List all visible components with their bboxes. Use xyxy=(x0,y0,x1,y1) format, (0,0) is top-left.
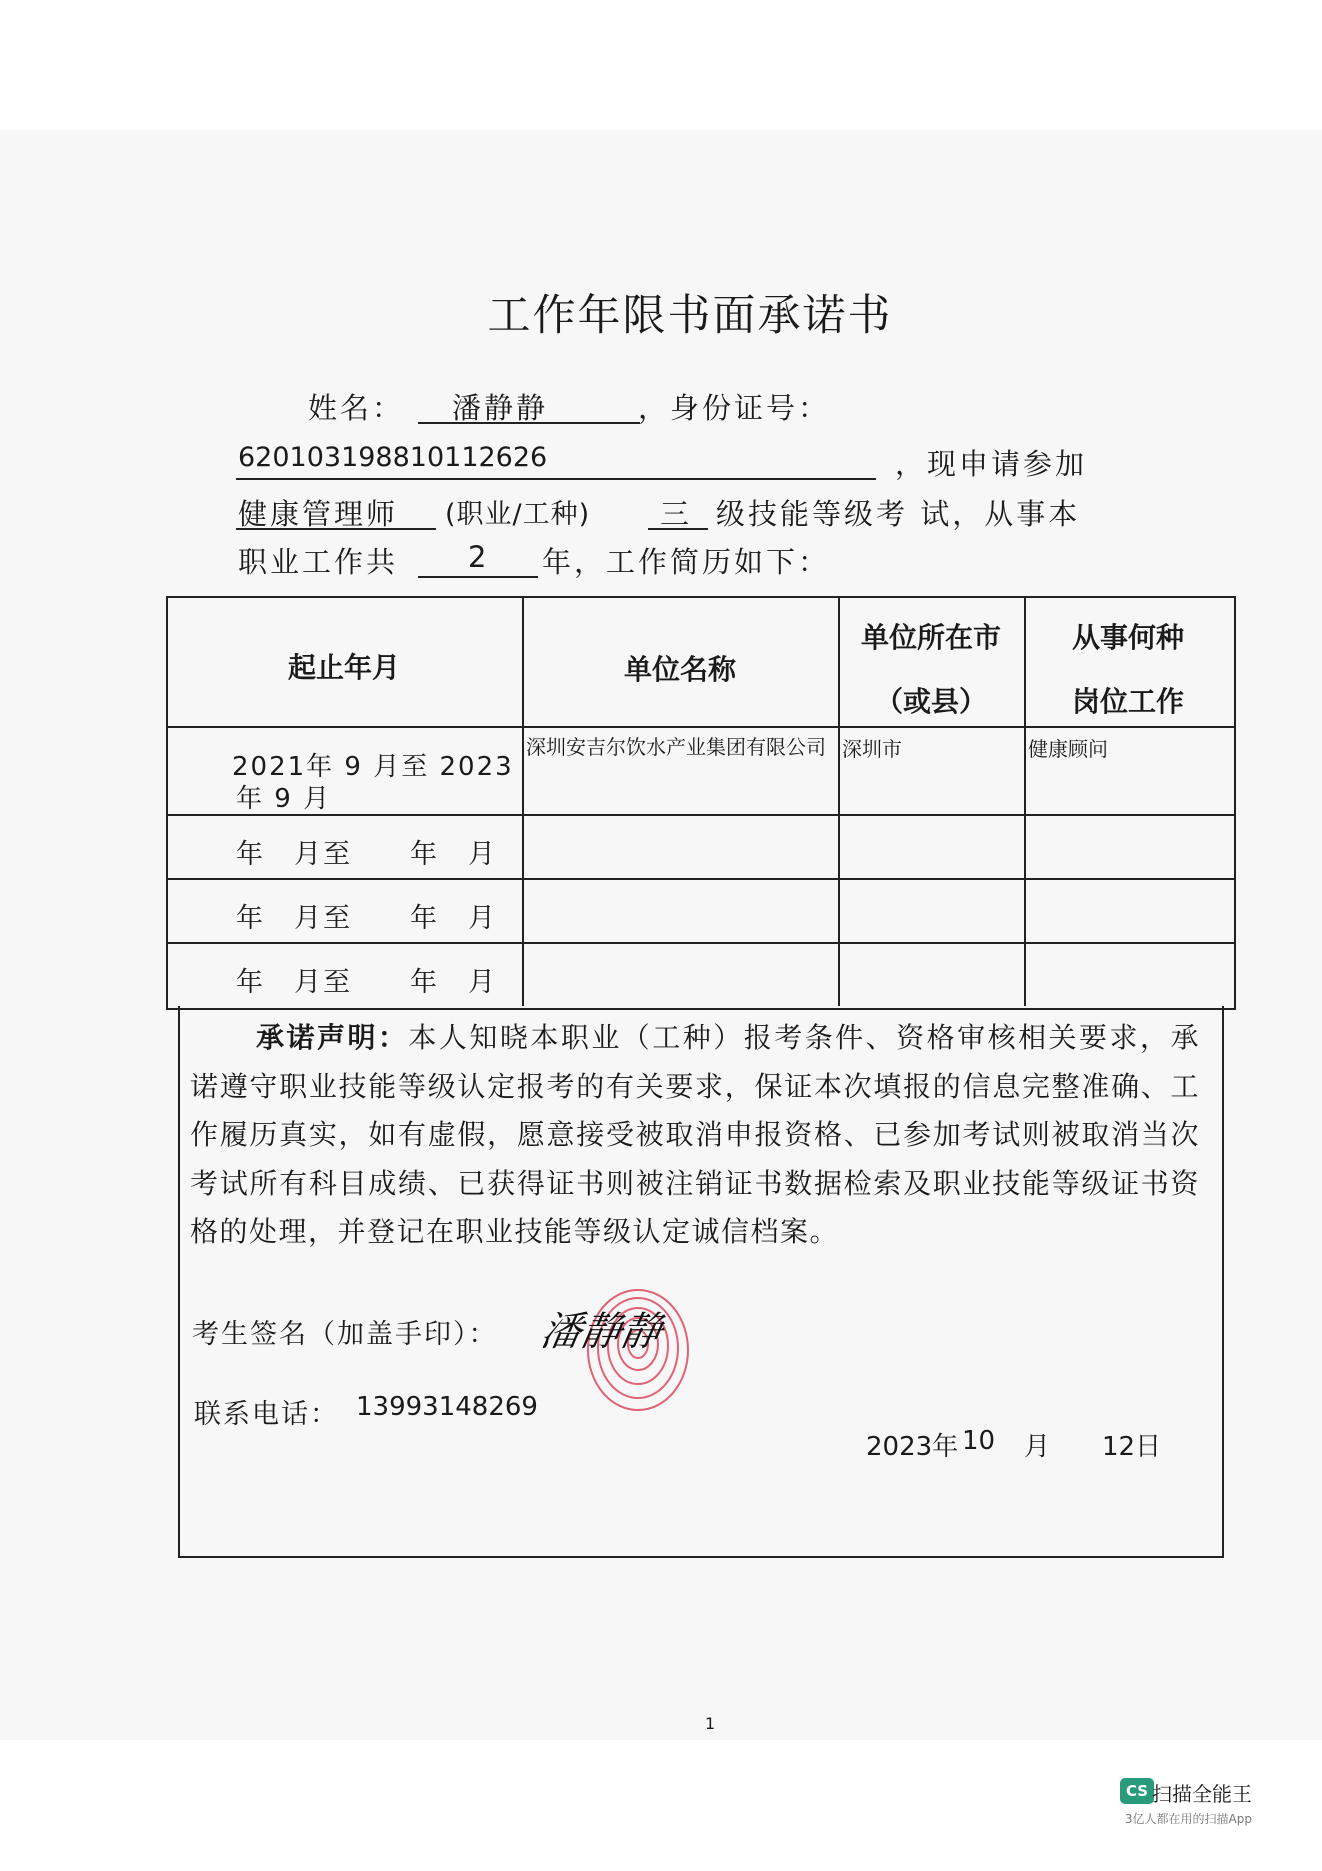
header-unit-name: 单位名称 xyxy=(623,653,736,686)
header-city: 单位所在市 xyxy=(860,621,1001,654)
handwritten-signature: 潘静静 xyxy=(537,1309,666,1355)
name-value: 潘静静 xyxy=(452,391,549,425)
col-divider xyxy=(838,596,840,1006)
occupation-label: (职业/工种) xyxy=(445,499,591,530)
row-divider xyxy=(166,726,1234,728)
level-text: 级技能等级考 试，从事本 xyxy=(716,497,1081,531)
pledge-statement xyxy=(190,1014,1200,1257)
phone-label: 联系电话： xyxy=(194,1399,339,1430)
phone-value: 13993148269 xyxy=(356,1392,538,1422)
row2-period: 年 月至 年 月 xyxy=(236,839,497,870)
row1-position: 健康顾问 xyxy=(1028,737,1108,761)
signature-label: 考生签名（加盖手印）： xyxy=(192,1319,498,1350)
id-underline xyxy=(236,478,876,480)
apply-text: ，现申请参加 xyxy=(895,447,1088,481)
name-label: 姓名： xyxy=(308,391,405,425)
occupation-value: 健康管理师 xyxy=(238,497,399,531)
row1-city: 深圳市 xyxy=(842,737,902,761)
date-month-label: 月 xyxy=(1024,1432,1051,1462)
watermark-tagline: 3亿人都在用的扫描App xyxy=(1124,1812,1252,1826)
header-period: 起止年月 xyxy=(287,651,400,684)
name-underline xyxy=(418,422,640,424)
date-day: 12日 xyxy=(1102,1432,1162,1462)
header-city-sub: （或县） xyxy=(874,685,987,718)
header-position: 从事何种 xyxy=(1071,621,1184,654)
row-divider xyxy=(166,878,1234,880)
years-suffix: 年，工作简历如下： xyxy=(542,545,831,579)
pledge-label: 承诺声明： xyxy=(256,1021,409,1054)
years-prefix: 职业工作共 xyxy=(238,545,399,579)
id-label: ，身份证号： xyxy=(638,391,831,425)
occupation-underline xyxy=(236,528,436,530)
page-number: 1 xyxy=(705,1714,716,1733)
document-title: 工作年限书面承诺书 xyxy=(487,291,893,341)
years-value: 2 xyxy=(468,540,490,574)
date-month: 10 xyxy=(962,1426,996,1456)
pledge-text: 本人知晓本职业（工种）报考条件、资格审核相关要求，承诺遵守职业技能等级认定报考的有关要求，保证本次填报的信息完整准确、工作履历真实，如有虚假，愿意接受被取消申报资格、已参加考试则被取消当次考试所有科目成绩、已获得证书则被注销证书数据检索及职业技能等级证书资格的处理，并登记在职业技能等级认定诚信档案。 xyxy=(190,1021,1200,1248)
header-position-sub: 岗位工作 xyxy=(1071,685,1184,718)
id-value: 620103198810112626 xyxy=(238,442,548,473)
row4-period: 年 月至 年 月 xyxy=(236,967,497,998)
date-year: 2023年 xyxy=(866,1432,959,1462)
years-underline xyxy=(418,576,538,578)
row1-period-line1: 2021年 9 月至 2023 xyxy=(232,752,514,782)
row3-period: 年 月至 年 月 xyxy=(236,903,497,934)
row-divider xyxy=(166,942,1234,944)
col-divider xyxy=(1024,596,1026,1006)
level-value: 三 xyxy=(660,497,693,531)
row1-period-line2: 年 9 月 xyxy=(236,784,332,814)
camscanner-logo: CS xyxy=(1120,1778,1154,1804)
level-underline xyxy=(648,528,708,530)
watermark-brand: 扫描全能王 xyxy=(1152,1782,1252,1806)
row1-unit: 深圳安吉尔饮水产业集团有限公司 xyxy=(526,735,826,759)
